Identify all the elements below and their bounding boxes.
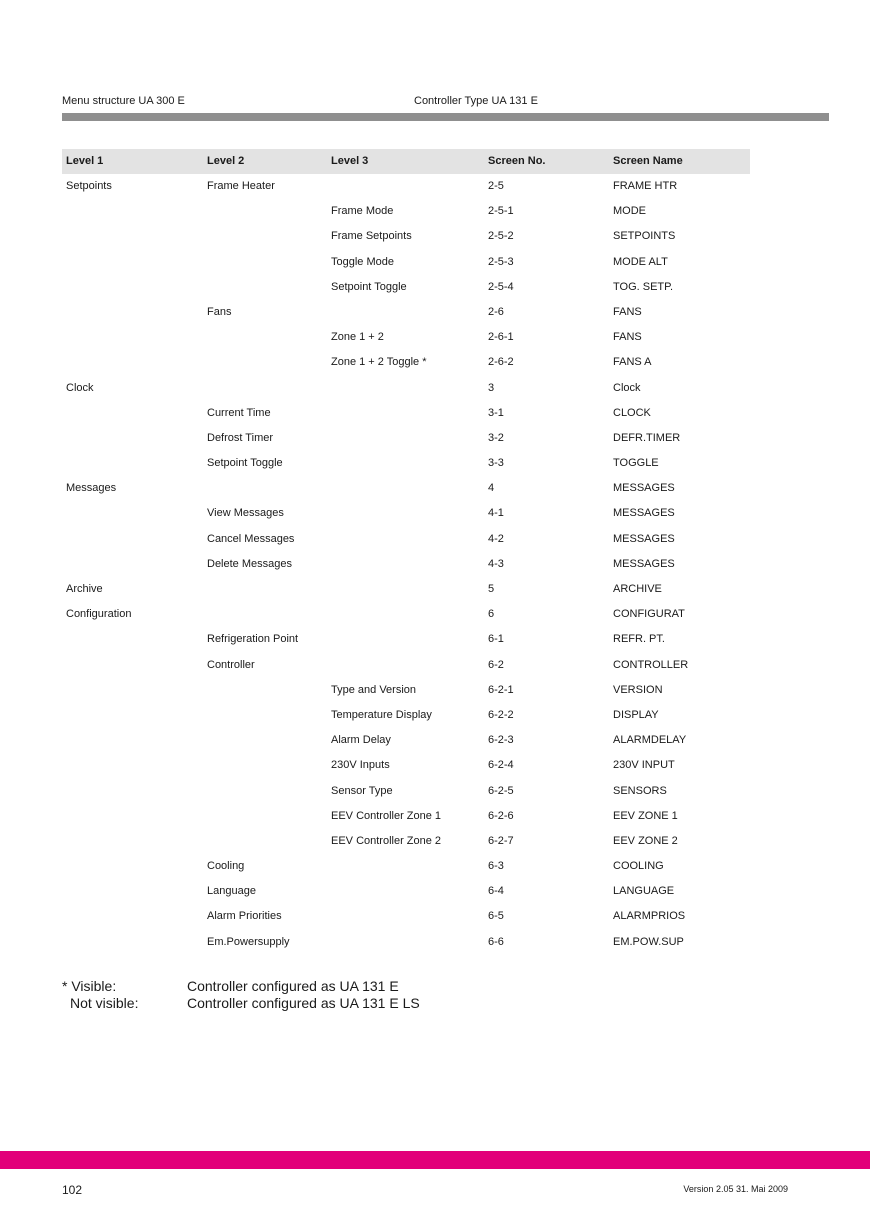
cell-screen-name: FRAME HTR [613, 180, 678, 192]
cell-level-2: Alarm Priorities [207, 910, 282, 923]
column-header-level-2: Level 2 [207, 155, 245, 167]
cell-level-1: Clock [66, 381, 94, 394]
cell-screen-name: MODE [613, 205, 646, 218]
cell-screen-no: 6-1 [488, 633, 504, 646]
cell-screen-name: CONFIGURAT [613, 608, 685, 621]
cell-screen-name: Clock [613, 381, 641, 394]
cell-screen-no: 2-6-1 [488, 331, 514, 344]
table-row [62, 527, 750, 552]
cell-screen-no: 2-6-2 [488, 356, 514, 369]
cell-level-2: Delete Messages [207, 557, 292, 570]
cell-screen-no: 3-1 [488, 406, 504, 419]
cell-level-2: Defrost Timer [207, 431, 274, 444]
cell-screen-no: 6-2-5 [488, 784, 514, 797]
cell-screen-no: 6 [488, 608, 495, 621]
page-number: 102 [62, 1183, 83, 1197]
cell-screen-name: ARCHIVE [613, 583, 662, 595]
cell-screen-name: VERSION [613, 683, 663, 696]
table-header-row [62, 149, 750, 174]
cell-level-3: Zone 1 + 2 [331, 331, 384, 344]
cell-level-3: Alarm Delay [331, 734, 391, 747]
table-row [62, 804, 750, 829]
cell-level-1: Setpoints [66, 180, 112, 192]
cell-level-2: Setpoint Toggle [207, 457, 283, 470]
cell-screen-name: MESSAGES [613, 532, 675, 545]
cell-level-2: View Messages [207, 507, 284, 520]
footnote-not-visible-label: Not visible: [70, 995, 139, 1011]
column-header-level-3: Level 3 [331, 155, 369, 167]
cell-level-3: Frame Setpoints [331, 230, 412, 243]
cell-screen-no: 2-6 [488, 305, 504, 318]
table-row [62, 904, 750, 929]
cell-screen-name: ALARMDELAY [613, 734, 687, 747]
table-row [62, 879, 750, 904]
table-row [62, 451, 750, 476]
table-row [62, 476, 750, 501]
table-row [62, 501, 750, 526]
cell-screen-name: DISPLAY [613, 708, 659, 721]
cell-level-2: Fans [207, 305, 232, 318]
table-body [62, 174, 750, 955]
cell-level-3: Frame Mode [331, 205, 394, 218]
controller-type-label: Controller Type UA 131 E [414, 95, 538, 107]
table-row [62, 653, 750, 678]
cell-screen-no: 3-3 [488, 457, 504, 470]
table-row [62, 577, 750, 602]
cell-level-2: Cancel Messages [207, 532, 295, 545]
cell-level-1: Archive [66, 583, 103, 595]
table-row [62, 350, 750, 375]
menu-structure-table [62, 149, 750, 955]
table-row [62, 426, 750, 451]
table-row [62, 703, 750, 728]
cell-level-3: EEV Controller Zone 2 [331, 834, 442, 847]
cell-screen-no: 6-5 [488, 910, 504, 923]
cell-screen-no: 6-2-4 [488, 759, 514, 772]
cell-screen-no: 6-2 [488, 658, 504, 671]
version-info: Version 2.05 31. Mai 2009 [683, 1184, 788, 1194]
table-row [62, 174, 750, 199]
footnote-visible-label: * Visible: [62, 978, 117, 994]
cell-screen-name: EEV ZONE 1 [613, 809, 678, 822]
cell-screen-name: TOG. SETP. [613, 280, 674, 293]
table-row [62, 930, 750, 955]
cell-screen-name: CONTROLLER [613, 658, 689, 671]
column-header-level-1: Level 1 [66, 155, 104, 167]
cell-screen-no: 2-5-4 [488, 280, 514, 293]
cell-screen-no: 4-3 [488, 557, 504, 570]
column-header-screen-name: Screen Name [613, 155, 683, 167]
cell-screen-no: 6-2-1 [488, 683, 514, 696]
footer-accent-bar [0, 1151, 870, 1169]
table-row [62, 779, 750, 804]
cell-level-3: Toggle Mode [331, 255, 394, 268]
cell-level-2: Language [207, 885, 256, 898]
table-row [62, 678, 750, 703]
cell-screen-no: 4 [488, 482, 495, 495]
cell-screen-name: COOLING [613, 860, 664, 873]
table-row [62, 854, 750, 879]
cell-level-3: Temperature Display [331, 708, 432, 721]
cell-screen-name: FANS [613, 305, 642, 318]
cell-level-2: Refrigeration Point [207, 633, 299, 646]
cell-level-3: Sensor Type [331, 784, 393, 797]
table-row [62, 199, 750, 224]
cell-screen-no: 2-5-1 [488, 205, 514, 218]
table-row [62, 552, 750, 577]
cell-screen-no: 6-6 [488, 935, 504, 948]
table-row [62, 627, 750, 652]
cell-level-3: Setpoint Toggle [331, 280, 407, 293]
cell-screen-name: FANS [613, 331, 642, 344]
cell-screen-name: LANGUAGE [613, 885, 675, 898]
cell-screen-no: 2-5 [488, 180, 504, 192]
cell-screen-no: 2-5-3 [488, 255, 514, 268]
cell-level-3: EEV Controller Zone 1 [331, 809, 442, 822]
table-row [62, 602, 750, 627]
cell-level-2: Em.Powersupply [207, 935, 290, 948]
cell-screen-no: 6-2-6 [488, 809, 514, 822]
table-row [62, 829, 750, 854]
cell-level-3: Zone 1 + 2 Toggle * [331, 356, 427, 369]
table-row [62, 325, 750, 350]
cell-screen-name: REFR. PT. [613, 633, 665, 646]
table-row [62, 224, 750, 249]
cell-screen-name: MESSAGES [613, 507, 675, 520]
footnote-not-visible-text: Controller configured as UA 131 E LS [187, 995, 420, 1011]
cell-screen-name: ALARMPRIOS [613, 910, 686, 923]
cell-screen-name: 230V INPUT [613, 759, 675, 772]
table-row [62, 401, 750, 426]
table-row [62, 300, 750, 325]
cell-level-3: Type and Version [331, 683, 417, 696]
cell-level-2: Cooling [207, 860, 245, 873]
cell-screen-name: SETPOINTS [613, 230, 676, 243]
cell-level-1: Configuration [66, 608, 132, 621]
cell-screen-no: 3-2 [488, 431, 504, 444]
cell-screen-name: MESSAGES [613, 482, 675, 495]
cell-screen-name: MESSAGES [613, 557, 675, 570]
cell-screen-name: FANS A [613, 356, 652, 369]
cell-screen-no: 6-2-7 [488, 834, 514, 847]
header-divider [62, 113, 829, 121]
table-row [62, 275, 750, 300]
cell-screen-no: 6-2-2 [488, 708, 514, 721]
cell-screen-no: 4-2 [488, 532, 504, 545]
cell-screen-no: 2-5-2 [488, 230, 514, 243]
cell-level-2: Frame Heater [207, 180, 275, 192]
cell-screen-name: EEV ZONE 2 [613, 834, 678, 847]
cell-screen-name: MODE ALT [613, 255, 668, 268]
cell-level-2: Current Time [207, 406, 271, 419]
table-row [62, 376, 750, 401]
cell-screen-name: DEFR.TIMER [613, 431, 681, 444]
cell-screen-no: 6-2-3 [488, 734, 514, 747]
cell-screen-name: SENSORS [613, 784, 667, 797]
cell-screen-no: 6-3 [488, 860, 504, 873]
footnote-visible-text: Controller configured as UA 131 E [187, 978, 399, 994]
table-row [62, 753, 750, 778]
cell-level-2: Controller [207, 658, 255, 671]
cell-screen-no: 3 [488, 381, 495, 394]
cell-screen-name: CLOCK [613, 406, 651, 419]
table-row [62, 250, 750, 275]
cell-screen-name: TOGGLE [613, 457, 659, 470]
table-row [62, 728, 750, 753]
cell-level-3: 230V Inputs [331, 759, 390, 772]
cell-screen-no: 4-1 [488, 507, 504, 520]
document-header-title: Menu structure UA 300 E [62, 95, 185, 107]
cell-level-1: Messages [66, 482, 117, 495]
cell-screen-no: 6-4 [488, 885, 504, 898]
cell-screen-name: EM.POW.SUP [613, 935, 684, 948]
cell-screen-no: 5 [488, 583, 495, 595]
column-header-screen-no: Screen No. [488, 155, 546, 167]
